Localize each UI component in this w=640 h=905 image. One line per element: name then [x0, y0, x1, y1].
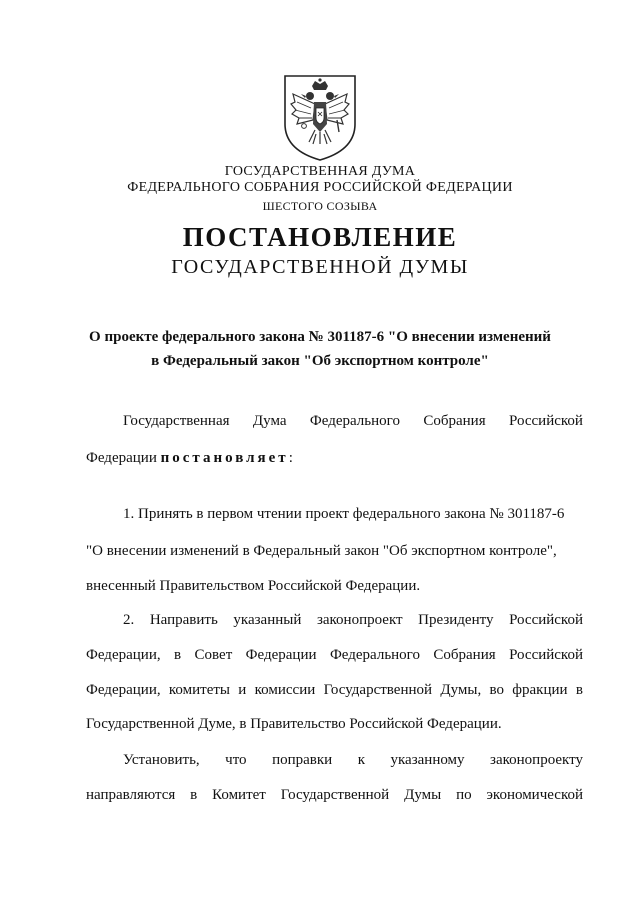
word: и	[238, 682, 247, 698]
word: Думы	[404, 787, 442, 803]
issuer-line-2: ФЕДЕРАЛЬНОГО СОБРАНИЯ РОССИЙСКОЙ ФЕДЕРАЦИИ	[127, 180, 513, 195]
convocation-line: ШЕСТОГО СОЗЫВА	[262, 199, 378, 213]
document-title: ПОСТАНОВЛЕНИЕ	[182, 222, 458, 252]
word: Федерации,	[86, 682, 161, 698]
word: 2.	[123, 612, 135, 628]
word: по	[456, 787, 472, 803]
word: что	[225, 752, 247, 768]
word: к	[357, 752, 365, 768]
word: экономической	[486, 787, 583, 803]
word: Направить	[149, 612, 218, 628]
p2-line-3	[86, 682, 583, 699]
coat-of-arms-icon	[277, 72, 363, 162]
word: в	[190, 787, 198, 803]
word: Думы,	[440, 682, 482, 698]
p1-line-3: внесенный Правительством Российской Федерации.	[86, 578, 421, 594]
p3-line-1	[123, 752, 583, 769]
intro-colon: :	[288, 450, 293, 466]
word: во	[489, 682, 504, 698]
word: Российской	[509, 612, 583, 628]
word: Совет	[194, 647, 233, 663]
word: указанному	[390, 752, 465, 768]
intro-line-2	[86, 450, 293, 467]
word: законопроекту	[490, 752, 583, 768]
word: комиссии	[254, 682, 316, 698]
word: Государственная	[123, 413, 230, 429]
issuer-line-1: ГОСУДАРСТВЕННАЯ ДУМА	[224, 164, 416, 179]
word: Комитет	[212, 787, 266, 803]
word: Федерального	[309, 413, 400, 429]
word: Федерации,	[86, 647, 161, 663]
p2-line-4: Государственной Думе, в Правительство Российской Федерации.	[86, 716, 502, 732]
word: Российской	[509, 647, 583, 663]
word: фракции	[512, 682, 568, 698]
word: направляются	[86, 787, 176, 803]
word: Дума	[252, 413, 287, 429]
word: в	[575, 682, 583, 698]
p2-line-2	[86, 647, 583, 664]
word: Установить,	[123, 752, 200, 768]
p1-line-1: 1. Принять в первом чтении проект федерального закона № 301187-6	[123, 506, 565, 522]
word: поправки	[272, 752, 333, 768]
word: Собрания	[423, 413, 486, 429]
word: Собрания	[433, 647, 496, 663]
word: законопроект	[316, 612, 403, 628]
p3-line-2	[86, 787, 583, 804]
word: Российской	[509, 413, 583, 429]
document-subtitle: ГОСУДАРСТВЕННОЙ ДУМЫ	[171, 256, 469, 278]
word: указанный	[233, 612, 302, 628]
word: в	[174, 647, 182, 663]
word: Президенту	[418, 612, 494, 628]
subject-line-1: О проекте федерального закона № 301187-6 "О внесении изменений	[89, 329, 551, 345]
word: комитеты	[168, 682, 230, 698]
word: Государственной	[280, 787, 390, 803]
resolve-word: постановляет	[160, 450, 289, 466]
word: Федерального	[329, 647, 420, 663]
intro-text: Федерации	[86, 450, 161, 466]
word: Государственной	[323, 682, 433, 698]
intro-line-1	[123, 413, 583, 430]
subject-line-2: в Федеральный закон "Об экспортном контроле"	[151, 353, 489, 369]
p1-line-2: "О внесении изменений в Федеральный закон "Об экспортном контроле",	[86, 543, 557, 559]
word: Федерации	[245, 647, 317, 663]
p2-line-1	[123, 612, 583, 629]
